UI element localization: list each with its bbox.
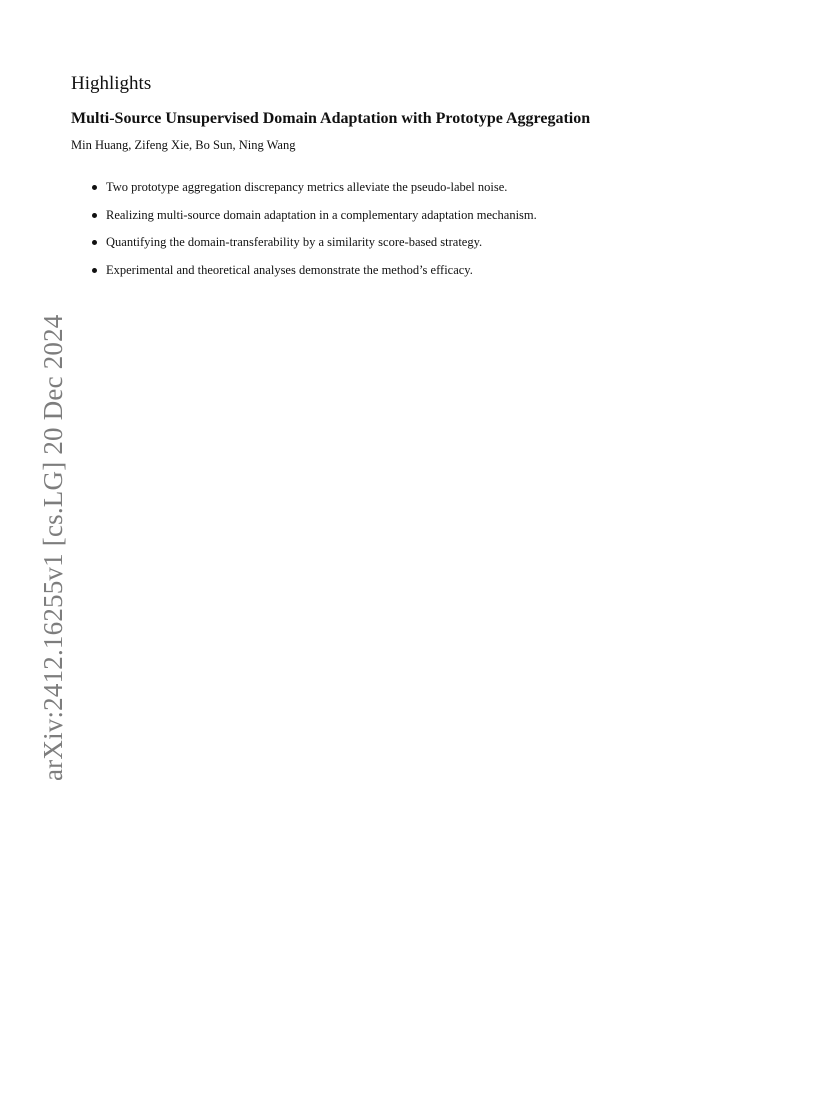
bullet-icon [92, 213, 97, 218]
arxiv-identifier-stamp: arXiv:2412.16255v1 [cs.LG] 20 Dec 2024 [38, 314, 68, 781]
highlight-item [91, 235, 537, 250]
bullet-icon [92, 240, 97, 245]
paper-title: Multi-Source Unsupervised Domain Adaptation with Prototype Aggregation [71, 110, 591, 127]
author-list: Min Huang, Zifeng Xie, Bo Sun, Ning Wang [71, 138, 296, 152]
highlight-text: Quantifying the domain-transferability by a similarity score-based strategy. [106, 235, 483, 249]
highlight-item [91, 180, 537, 195]
highlight-item [91, 208, 537, 223]
highlight-text: Two prototype aggregation discrepancy metrics alleviate the pseudo-label noise. [106, 180, 508, 194]
highlight-text: Realizing multi-source domain adaptation in a complementary adaptation mechanism. [106, 207, 537, 222]
highlight-item [91, 263, 537, 278]
highlights-list [91, 180, 537, 290]
highlights-heading: Highlights [71, 73, 152, 94]
highlight-text: Experimental and theoretical analyses demonstrate the method’s efficacy. [106, 262, 473, 277]
bullet-icon [92, 185, 97, 190]
bullet-icon [92, 268, 97, 273]
